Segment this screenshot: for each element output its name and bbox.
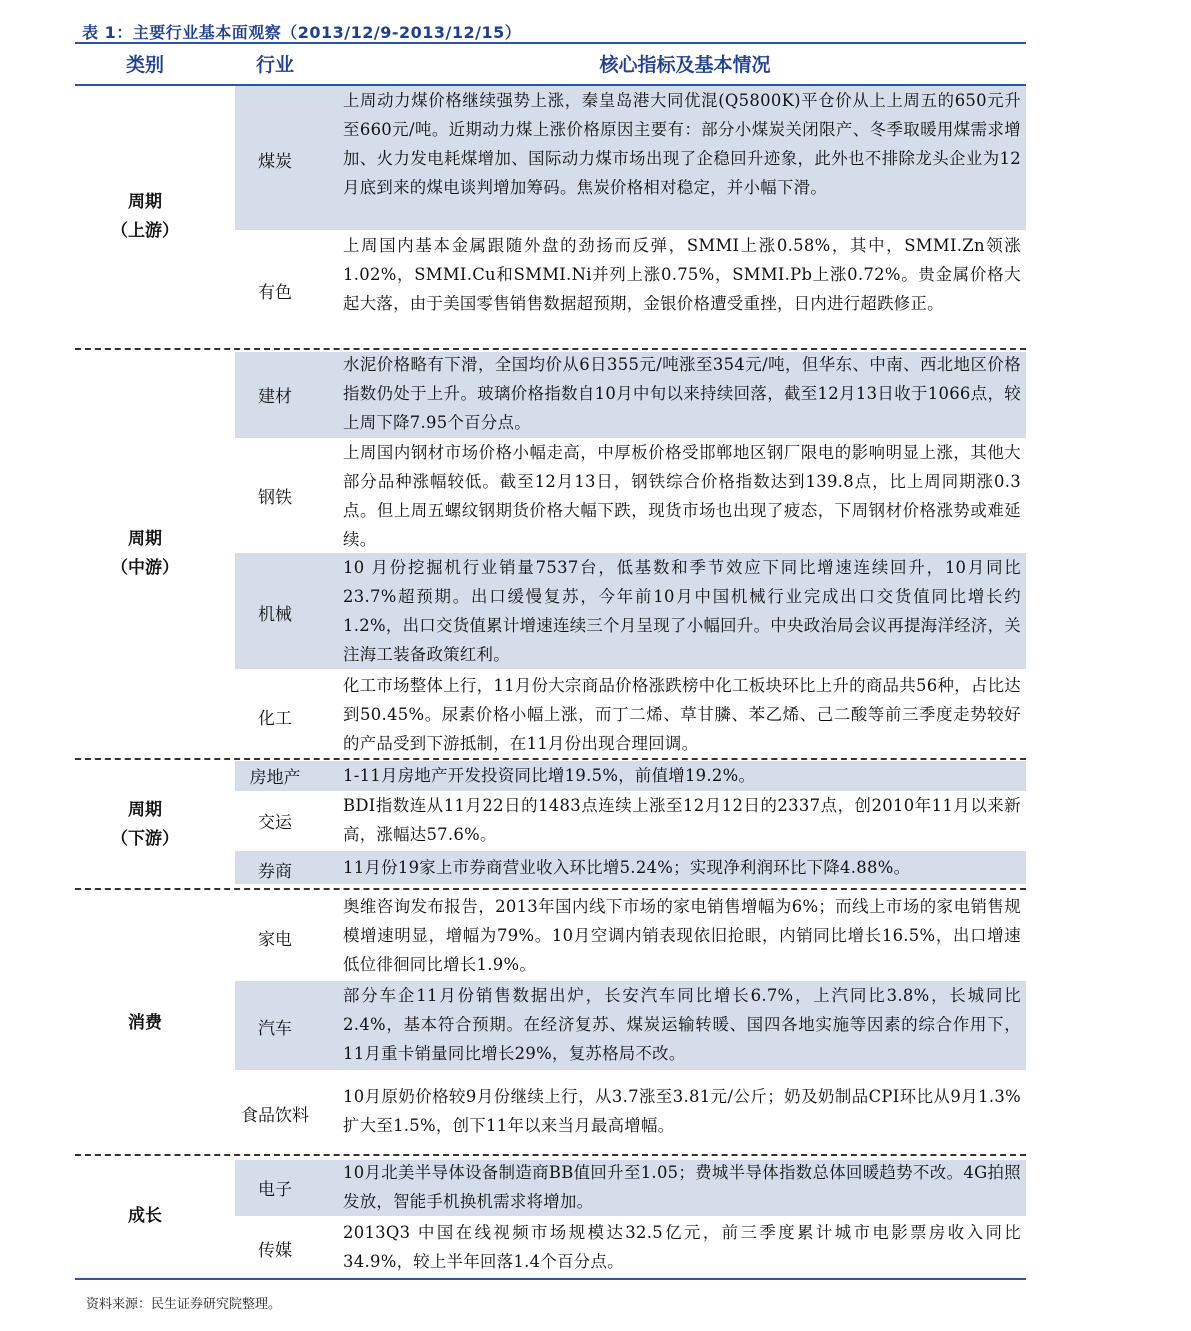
header-industry: 行业	[255, 54, 294, 76]
category-name: 周期	[128, 800, 162, 820]
industry-label: 煤炭	[258, 152, 292, 172]
category-sub: （中游）	[111, 558, 179, 578]
description-text: 上周动力煤价格继续强势上涨，秦皇岛港大同优混(Q5800K)平仓价从上上周五的650元升至660元/吨。近期动力煤上涨价格原因主要有：部分小煤炭关闭限产、冬季取暖用煤需求增加、火力发电耗煤增加、国际动力煤市场出现了企稳回升迹象，此外也不排除龙头企业为12月底到来的煤电谈判增加筹码。焦炭价格相对稳定，并小幅下滑。	[343, 91, 1021, 197]
category-growth	[75, 1202, 215, 1231]
header-description: 核心指标及基本情况	[599, 54, 771, 76]
category-name: 成长	[128, 1206, 162, 1226]
industry-label: 券商	[258, 862, 292, 882]
category-name: 周期	[128, 192, 162, 212]
description-text: BDI指数连从11月22日的1483点连续上涨至12月12日的2337点，创2010年11月以来新高，涨幅达57.6%。	[343, 796, 1021, 844]
industry-label: 电子	[258, 1180, 292, 1200]
category-consumption	[75, 1009, 215, 1038]
category-midstream	[75, 525, 215, 583]
category-name: 周期	[128, 529, 162, 549]
industry-label: 化工	[258, 709, 292, 729]
category-sub: （下游）	[111, 829, 179, 849]
description-text: 2013Q3 中国在线视频市场规模达32.5亿元，前三季度累计城市电影票房收入同比34.9%，较上半年回落1.4个百分点。	[343, 1223, 1021, 1271]
category-name: 消费	[128, 1013, 162, 1033]
industry-label: 机械	[258, 605, 292, 625]
source-note: 资料来源：民生证券研究院整理。	[86, 1297, 282, 1312]
description-text: 10 月份挖掘机行业销量7537台，低基数和季节效应下同比增速连续回升，10月同比23.7%超预期。出口缓慢复苏，今年前10月中国机械行业完成出口交货值同比增长约1.2%，出口交货值累计增速连续三个月呈现了小幅回升。中央政治局会议再提海洋经济，关注海工装备政策红利。	[343, 558, 1021, 664]
header-category: 类别	[125, 54, 164, 76]
top-rule	[75, 42, 1026, 44]
table-header	[75, 46, 1026, 84]
group-divider	[75, 1154, 1026, 1156]
description-text: 上周国内钢材市场价格小幅走高，中厚板价格受邯郸地区钢厂限电的影响明显上涨，其他大部分品种涨幅较低。截至12月13日，钢铁综合价格指数达到139.8点，比上周同期涨0.3点。但上周五螺纹钢期货价格大幅下跌，现货市场也出现了疲态，下周钢材价格涨势或难延续。	[343, 443, 1021, 549]
industry-label: 房地产	[249, 768, 301, 788]
description-text: 上周国内基本金属跟随外盘的劲扬而反弹，SMMI上涨0.58%，其中，SMMI.Zn领涨1.02%，SMMI.Cu和SMMI.Ni并列上涨0.75%，SMMI.Pb上涨0.72%。贵金属价格大起大落，由于美国零售销售数据超预期，金银价格遭受重挫，日内进行超跌修正。	[343, 236, 1021, 313]
industry-label: 钢铁	[258, 488, 292, 508]
category-sub: （上游）	[111, 221, 179, 241]
industry-label: 食品饮料	[241, 1106, 309, 1126]
table-title: 表 1：主要行业基本面观察（2013/12/9-2013/12/15）	[82, 23, 522, 42]
category-upstream	[75, 188, 215, 246]
bottom-rule	[75, 1278, 1026, 1280]
group-divider	[75, 888, 1026, 890]
description-text: 10月原奶价格较9月份继续上行，从3.7涨至3.81元/公斤；奶及奶制品CPI环比从9月1.3%扩大至1.5%，创下11年以来当月最高增幅。	[343, 1087, 1021, 1135]
industry-label: 家电	[258, 930, 292, 950]
industry-label: 汽车	[258, 1019, 292, 1039]
group-divider	[75, 758, 1026, 760]
description-text: 奥维咨询发布报告，2013年国内线下市场的家电销售增幅为6%；而线上市场的家电销售规模增速明显，增幅为79%。10月空调内销表现依旧抢眼，内销同比增长16.5%，出口增速低位徘徊同比增长1.9%。	[343, 897, 1021, 974]
description-text: 11月份19家上市券商营业收入环比增5.24%；实现净利润环比下降4.88%。	[343, 858, 911, 877]
industry-label: 建材	[258, 387, 292, 407]
category-downstream	[75, 796, 215, 854]
description-text: 10月北美半导体设备制造商BB值回升至1.05；费城半导体指数总体回暖趋势不改。4G拍照发放，智能手机换机需求将增加。	[343, 1163, 1021, 1211]
industry-label: 交运	[258, 813, 292, 833]
description-text: 水泥价格略有下滑，全国均价从6日355元/吨涨至354元/吨，但华东、中南、西北地区价格指数仍处于上升。玻璃价格指数自10月中旬以来持续回落，截至12月13日收于1066点，较上周下降7.95个百分点。	[343, 355, 1021, 432]
description-text: 部分车企11月份销售数据出炉，长安汽车同比增长6.7%，上汽同比3.8%，长城同比2.4%，基本符合预期。在经济复苏、煤炭运输转暖、国四各地实施等因素的综合作用下，11月重卡销量同比增长29%，复苏格局不改。	[343, 986, 1021, 1063]
industry-label: 传媒	[258, 1241, 292, 1261]
industry-label: 有色	[258, 283, 292, 303]
description-text: 化工市场整体上行，11月份大宗商品价格涨跌榜中化工板块环比上升的商品共56种，占比达到50.45%。尿素价格小幅上涨，而丁二烯、草甘膦、苯乙烯、己二酸等前三季度走势较好的产品受到下游抵制，在11月份出现合理回调。	[343, 676, 1021, 753]
description-text: 1-11月房地产开发投资同比增19.5%，前值增19.2%。	[343, 766, 756, 785]
